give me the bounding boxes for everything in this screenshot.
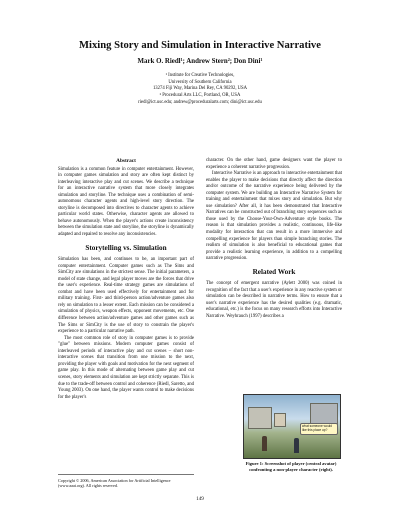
building [248,407,272,429]
body-paragraph: The concept of emergent narrative (Aylett 2000) was coined in recognition of the fact that a user's experience in any reactive system or simulation can be described in narrative terms. How to ensure that a user's narrative experience has the desired qualities (e.g. dramatic, educational, etc.) is the focus on many research efforts into Interactive Narrative. Weyhrauch (1997) describes a [206,281,342,320]
author-line: Mark O. Riedl¹; Andrew Stern²; Don Dini¹ [137,58,263,65]
affiliation-line: ² Procedural Arts LLC, Portland, OR, USA [159,93,241,99]
body-paragraph: Interactive Narrative is an approach to interactive entertainment that enables the player to make decisions that directly affect the direction and/or outcome of the narrative experience being delivered by the computer system. We are building an Interactive Narrative System for training and entertainment that mixes story and simulation. But why use simulation? After all, it has been demonstrated that Interactive Narratives can be constructed out of branching story sequences such as those used by the Choose-Your-Own-Adventure style books. The reason is that simulation provides a realistic, continuous, life-like modality for interaction that can result in a more immersive and compelling experience for players than simple branching stories. The realism of simulation is also beneficial to educational games that provide a realistic learning experience, in addition to a compelling narrative progression. [206,171,342,262]
building [274,413,286,427]
body-paragraph: Simulation has been, and continues to be, an important part of computer entertainment. Computer games such as The Sims and SimCity are simulations in the strictest sense. The initial parameters, a model of state change, and legal player moves are the forces that drive the user's experience. Real-time strategy games are simulations of combat and have been used effectively for entertainment and for military training. First- and third-person action/adventure games also rely on simulation to a lesser extent. Each mission can be considered a simulation of physics, weapon effects, opponent movements, etc. One difference between action/adventure games and other games such as The Sims or SimCity is the use of story to constrain the player's experience to a particular narrative path. [58,257,194,335]
affiliation-line: ¹ Institute for Creative Technologies, [165,73,235,78]
copyright-footnote: Copyright © 2006, American Association for Artificial Intelligence (www.aaai.org). All rights reserved. [58,474,194,489]
page-number: 149 [196,496,204,502]
affiliation-line: 13274 Fiji Way, Marina Del Rey, CA 90292, USA [152,86,248,92]
player-avatar [262,436,267,451]
affiliation-line: University of Southern California [168,79,232,85]
npc-avatar [294,438,299,453]
figure-screenshot [243,394,341,459]
figure-caption: Figure 1: Screenshot of player (central avatar) confronting a non-player character (right). [245,461,337,472]
body-paragraph: The most common role of story in computer games is to provide "glue" between missions. Modern computer games consist of interleaved periods of interactive play and cut scenes – short non-interactive scenes that transition from one mission to the next, providing the player with goals and motivation for the next segment of game play. In this mode of alternating between game play and cut scenes, story elements and simulation are kept strictly separate. This is due to the trade-off between control and coherence (Riedl, Saretto, and Young 2003). On one hand, the player wants control to make decisions for the player's [58,335,194,400]
section-heading-storytelling: Storytelling vs. Simulation [85,243,167,252]
abstract-text: Simulation is a common feature in computer entertainment. However, in computer games simulation and story are often kept distinct by interleaving interactive play and cut scenes. We describe a technique for an interactive narrative system that more closely integrates simulation and storyline. The technique uses a combination of semi-autonomous character agents and high-level story direction. The storyline is decomposed into directives to character agents to achieve particular world states. Otherwise, character agents are allowed to behave autonomously. When the player's actions create inconsistency between the simulation state and storyline, the storyline is dynamically adapted and repaired to resolve any inconsistencies. [58,166,194,238]
abstract-heading: Abstract [116,158,136,164]
affiliation-emails: riedl@ict.usc.edu; andrew@proceduralarts.com; dini@ict.usc.edu [138,99,262,105]
paper-title: Mixing Story and Simulation in Interactive Narrative [79,40,321,51]
body-paragraph: character. On the other hand, game designers want the player to experience a coherent narrative progression. [206,158,342,170]
section-heading-related-work: Related Work [252,267,296,276]
affiliations [0,73,400,107]
abstract-block [58,158,194,239]
left-column [58,158,194,401]
right-column [206,158,342,321]
speech-bubble: what someone would like this place up? [300,423,338,435]
